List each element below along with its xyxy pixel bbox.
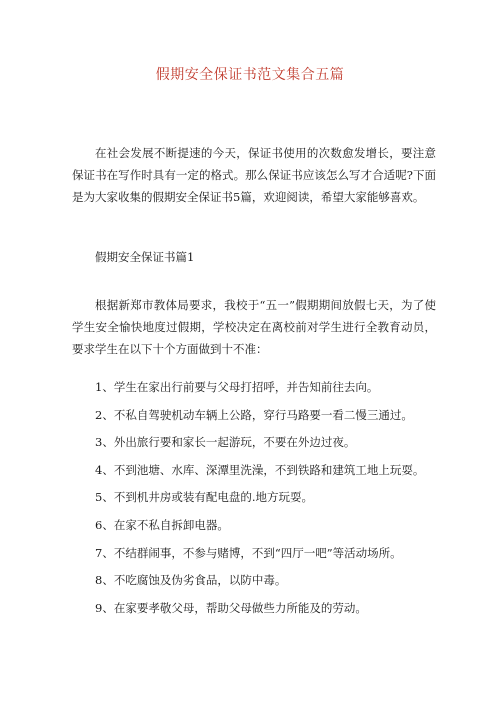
list-item: 8、不吃腐蚀及伪劣食品，以防中毒。	[95, 573, 287, 588]
list-item: 7、不结群闹事，不参与赌博，不到“四厅一吧”等活动场所。	[95, 545, 402, 560]
section-body-paragraph: 根据新郑市教体局要求，我校于“五一”假期期间放假七天，为了使学生安全愉快地度过假期，学校决定在离校前对学生进行全教育动员，要求学生在以下十个方面做到十不准：	[72, 298, 436, 356]
document-title: 假期安全保证书范文集合五篇	[155, 67, 345, 83]
intro-paragraph: 在社会发展不断提速的今天，保证书使用的次数愈发增长，要注意保证书在写作时具有一定的格式。那么保证书应该怎么写才合适呢?下面是为大家收集的假期安全保证书5篇，欢迎阅读，希望大家能够喜欢。	[72, 146, 436, 204]
list-item: 5、不到机井房或装有配电盘的.地方玩耍。	[95, 490, 313, 505]
list-item: 1、学生在家出行前要与父母打招呼，并告知前往去向。	[95, 380, 379, 394]
list-item: 3、外出旅行要和家长一起游玩，不要在外边过夜。	[95, 435, 356, 450]
list-item: 6、在家不私自拆卸电器。	[95, 517, 229, 532]
rules-list	[72, 374, 436, 622]
list-item: 9、在家要孝敬父母，帮助父母做些力所能及的劳动。	[95, 600, 367, 615]
section-heading: 假期安全保证书篇1	[95, 250, 195, 264]
list-item: 2、不私自驾驶机动车辆上公路，穿行马路要一看二慢三通过。	[95, 407, 413, 422]
list-item: 4、不到池塘、水库、深潭里洗澡，不到铁路和建筑工地上玩耍。	[95, 462, 425, 477]
